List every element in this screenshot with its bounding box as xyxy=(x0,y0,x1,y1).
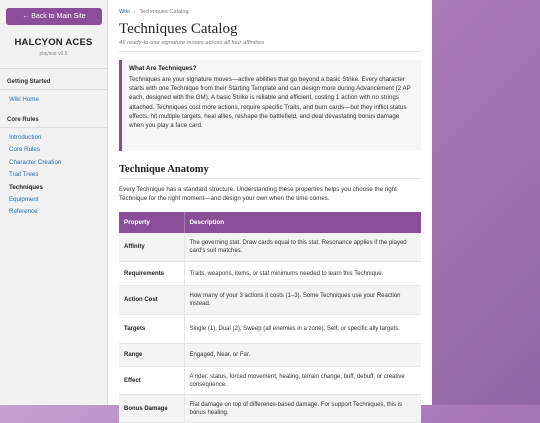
table-row xyxy=(119,262,421,286)
description-cell: How many of your 3 actions it costs (1–3). Some Techniques use your Reaction instead. xyxy=(184,286,421,315)
sidebar-divider xyxy=(0,68,107,69)
title-divider xyxy=(119,51,421,52)
table-row xyxy=(119,286,421,315)
property-cell: Targets xyxy=(119,315,184,344)
column-header-description: Description xyxy=(189,218,225,226)
section-heading-technique-anatomy: Technique Anatomy xyxy=(119,164,209,175)
sidebar-nav-getting-started xyxy=(6,93,101,105)
description-cell: Traits, weapons, items, or stat minimums needed to learn this Technique. xyxy=(184,262,421,286)
sidebar-item-techniques[interactable]: Techniques xyxy=(9,183,43,191)
sidebar-item-reference[interactable]: Reference xyxy=(9,208,38,216)
description-cell: Flat damage on top of difference-based damage. For support Techniques, this is bonus healing. xyxy=(184,395,421,423)
sidebar-item-core-rules[interactable]: Core Rules xyxy=(9,146,40,154)
property-cell: Bonus Damage xyxy=(119,395,184,423)
property-cell: Effect xyxy=(119,367,184,395)
table-row xyxy=(119,233,421,262)
property-cell: Range xyxy=(119,344,184,367)
table-row xyxy=(119,344,421,367)
callout-text: Techniques are your signature moves—active abilities that go beyond a basic Strike. Every character starts with one Technique from their Starting Template and can design more during Advancement (2 AP each, designed with the GM). A basic Strike is reliable and efficient, costing 1 action with no strings attached. Techniques cost more actions, require specific Traits, and burn cards—but they inflict status effects, hit multiple targets, heal allies, reshape the battlefield, and deal devastating bonus damage when you play a face card. xyxy=(129,76,411,130)
brand xyxy=(6,37,101,57)
sidebar-item-wiki-home[interactable]: Wiki Home xyxy=(9,95,39,103)
description-cell: Single (1), Dual (2), Sweep (all enemies in a zone), Self, or specific ally targets. xyxy=(184,315,421,344)
main-content xyxy=(108,0,432,416)
breadcrumb-wiki-link[interactable]: Wiki xyxy=(119,9,130,15)
back-to-main-site-button[interactable]: ← Back to Main Site xyxy=(6,8,102,25)
sidebar-section-core-rules: Core Rules xyxy=(7,117,39,124)
page-subtitle: 46 ready-to-use signature moves across all four affinities xyxy=(119,40,265,46)
sidebar-divider xyxy=(0,89,107,90)
callout-title: What Are Techniques? xyxy=(129,65,197,72)
sidebar-nav-core-rules xyxy=(6,131,101,218)
breadcrumb xyxy=(119,9,421,15)
table-row xyxy=(119,395,421,423)
column-header-property: Property xyxy=(119,212,184,233)
sidebar-item-trait-trees[interactable]: Trait Trees xyxy=(9,171,39,179)
sidebar-divider xyxy=(0,127,107,128)
sidebar-item-character-creation[interactable]: Character Creation xyxy=(9,158,62,166)
section-intro: Every Technique has a standard structure. Understanding these properties helps you choose the right Technique for the right moment—and design your own when the time comes. xyxy=(119,186,397,203)
sidebar-section-getting-started: Getting Started xyxy=(7,79,51,85)
page-title: Techniques Catalog xyxy=(119,21,238,37)
info-callout xyxy=(119,60,421,151)
table-row xyxy=(119,315,421,344)
description-cell: A rider: status, forced movement, healing, terrain change, buff, debuff, or creative consequence. xyxy=(184,367,421,395)
brand-version: playtest v0.6 xyxy=(39,51,68,57)
brand-title: HALCYON ACES xyxy=(14,37,93,48)
property-cell: Affinity xyxy=(119,233,184,262)
sidebar-item-introduction[interactable]: Introduction xyxy=(9,134,42,142)
description-cell: Engaged, Near, or Far. xyxy=(184,344,421,367)
section-divider xyxy=(119,178,421,179)
table-header-row xyxy=(119,212,421,233)
technique-anatomy-table xyxy=(119,212,421,423)
sidebar xyxy=(0,0,108,405)
breadcrumb-current: Techniques Catalog xyxy=(139,9,189,15)
property-cell: Requirements xyxy=(119,262,184,286)
property-cell: Action Cost xyxy=(119,286,184,315)
breadcrumb-separator: › xyxy=(133,9,136,15)
table-row xyxy=(119,367,421,395)
description-cell: The governing stat. Draw cards equal to this stat. Resonance applies if the played card's suit matches. xyxy=(184,233,421,262)
sidebar-item-equipment[interactable]: Equipment xyxy=(9,195,39,203)
